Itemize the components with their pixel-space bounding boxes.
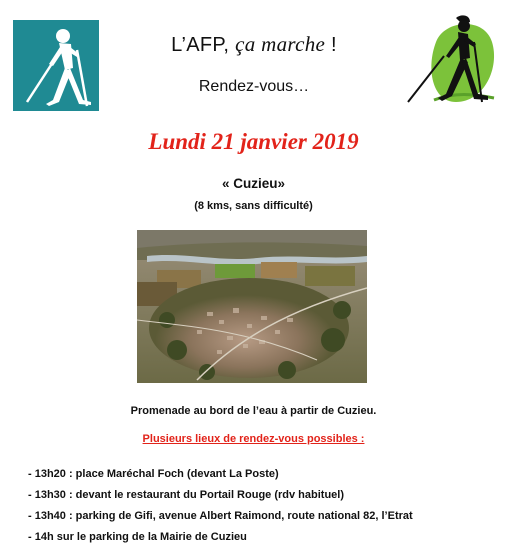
list-item: - 14h sur le parking de la Mairie de Cuzieu [28,531,247,543]
meeting-list [28,466,498,550]
title-prefix: L’AFP, [171,34,230,56]
aerial-photo [137,230,367,383]
event-distance: (8 kms, sans difficulté) [194,200,313,212]
page-title [100,32,408,57]
event-date: Lundi 21 janvier 2019 [148,129,359,154]
list-item: - 13h20 : place Maréchal Foch (devant La Poste) [28,468,279,480]
title-suffix: ! [330,34,337,56]
meeting-heading: Plusieurs lieux de rendez-vous possibles : [142,433,365,445]
event-description: Promenade au bord de l’eau à partir de Cuzieu. [130,405,377,417]
page-subtitle: Rendez-vous… [198,78,310,95]
nordic-walker-icon [13,20,99,111]
list-item: - 13h30 : devant le restaurant du Portail Rouge (rdv habituel) [28,489,345,501]
title-italic: ça marche [235,32,326,56]
nordic-walker-silhouette-icon [404,12,500,108]
event-place: « Cuzieu» [221,176,286,191]
list-item: - 13h40 : parking de Gifi, avenue Albert Raimond, route national 82, l’Etrat [28,510,413,522]
